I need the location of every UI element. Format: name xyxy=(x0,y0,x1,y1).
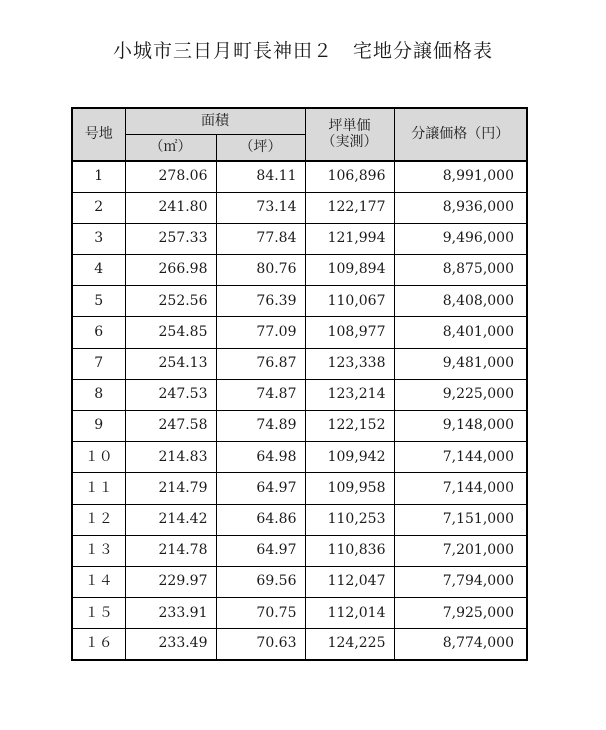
table-row xyxy=(72,192,527,223)
header-area: 面積 xyxy=(125,108,305,135)
sale-price-cell: 8,401,000 xyxy=(394,317,527,348)
lot-number-cell: 5 xyxy=(72,286,125,317)
sale-price-cell: 8,774,000 xyxy=(394,629,527,660)
lot-number-cell: １４ xyxy=(72,566,125,597)
unit-price-cell: 112,047 xyxy=(305,566,394,597)
area-sqm-cell: 254.13 xyxy=(125,348,216,379)
area-sqm-cell: 214.83 xyxy=(125,442,216,473)
price-table xyxy=(71,107,528,661)
sale-price-cell: 7,151,000 xyxy=(394,504,527,535)
table-row xyxy=(72,317,527,348)
page-title: 小城市三日月町長神田２ 宅地分譲価格表 xyxy=(112,40,493,62)
table-row xyxy=(72,379,527,410)
area-tsubo-cell: 70.63 xyxy=(216,629,305,660)
sale-price-cell: 8,875,000 xyxy=(394,255,527,286)
sale-price-cell: 7,201,000 xyxy=(394,535,527,566)
sale-price-cell: 7,794,000 xyxy=(394,566,527,597)
lot-number-cell: 2 xyxy=(72,192,125,223)
area-sqm-cell: 247.53 xyxy=(125,379,216,410)
lot-number-cell: １０ xyxy=(72,442,125,473)
sale-price-cell: 8,991,000 xyxy=(394,161,527,192)
table-row xyxy=(72,535,527,566)
lot-number-cell: 8 xyxy=(72,379,125,410)
sale-price-cell: 9,496,000 xyxy=(394,223,527,254)
area-sqm-cell: 252.56 xyxy=(125,286,216,317)
area-tsubo-cell: 74.87 xyxy=(216,379,305,410)
lot-number-cell: 4 xyxy=(72,255,125,286)
table-row xyxy=(72,442,527,473)
header-unit-price-line2: （実測） xyxy=(321,133,378,150)
header-lot: 号地 xyxy=(72,108,125,161)
area-tsubo-cell: 64.98 xyxy=(216,442,305,473)
area-tsubo-cell: 64.97 xyxy=(216,535,305,566)
sale-price-cell: 7,144,000 xyxy=(394,442,527,473)
table-row xyxy=(72,255,527,286)
unit-price-cell: 110,836 xyxy=(305,535,394,566)
lot-number-cell: １１ xyxy=(72,473,125,504)
area-sqm-cell: 233.91 xyxy=(125,598,216,629)
sale-price-cell: 8,408,000 xyxy=(394,286,527,317)
unit-price-cell: 123,214 xyxy=(305,379,394,410)
unit-price-cell: 123,338 xyxy=(305,348,394,379)
area-tsubo-cell: 77.09 xyxy=(216,317,305,348)
lot-number-cell: 1 xyxy=(72,161,125,192)
area-tsubo-cell: 80.76 xyxy=(216,255,305,286)
area-tsubo-cell: 64.97 xyxy=(216,473,305,504)
sale-price-cell: 9,481,000 xyxy=(394,348,527,379)
area-sqm-cell: 233.49 xyxy=(125,629,216,660)
lot-number-cell: １５ xyxy=(72,598,125,629)
table-row xyxy=(72,348,527,379)
unit-price-cell: 124,225 xyxy=(305,629,394,660)
header-unit-price xyxy=(305,108,394,161)
area-tsubo-cell: 77.84 xyxy=(216,223,305,254)
area-sqm-cell: 278.06 xyxy=(125,161,216,192)
lot-number-cell: １３ xyxy=(72,535,125,566)
header-unit-price-line1: 坪単価 xyxy=(328,118,371,135)
table-row xyxy=(72,286,527,317)
unit-price-cell: 109,894 xyxy=(305,255,394,286)
area-tsubo-cell: 73.14 xyxy=(216,192,305,223)
area-sqm-cell: 241.80 xyxy=(125,192,216,223)
lot-number-cell: １２ xyxy=(72,504,125,535)
unit-price-cell: 122,177 xyxy=(305,192,394,223)
table-row xyxy=(72,504,527,535)
unit-price-cell: 121,994 xyxy=(305,223,394,254)
sale-price-cell: 7,144,000 xyxy=(394,473,527,504)
unit-price-cell: 110,067 xyxy=(305,286,394,317)
table-row xyxy=(72,223,527,254)
table-header xyxy=(72,108,527,161)
area-sqm-cell: 229.97 xyxy=(125,566,216,597)
header-area-sqm: （㎡） xyxy=(125,135,216,162)
lot-number-cell: １６ xyxy=(72,629,125,660)
unit-price-cell: 106,896 xyxy=(305,161,394,192)
sale-price-cell: 9,148,000 xyxy=(394,411,527,442)
sale-price-cell: 7,925,000 xyxy=(394,598,527,629)
area-tsubo-cell: 74.89 xyxy=(216,411,305,442)
table-row xyxy=(72,629,527,660)
unit-price-cell: 122,152 xyxy=(305,411,394,442)
area-sqm-cell: 247.58 xyxy=(125,411,216,442)
lot-number-cell: 6 xyxy=(72,317,125,348)
table-row xyxy=(72,598,527,629)
lot-number-cell: 7 xyxy=(72,348,125,379)
area-sqm-cell: 257.33 xyxy=(125,223,216,254)
lot-number-cell: 9 xyxy=(72,411,125,442)
area-sqm-cell: 266.98 xyxy=(125,255,216,286)
unit-price-cell: 112,014 xyxy=(305,598,394,629)
unit-price-cell: 108,977 xyxy=(305,317,394,348)
table-row xyxy=(72,411,527,442)
unit-price-cell: 109,942 xyxy=(305,442,394,473)
sale-price-cell: 8,936,000 xyxy=(394,192,527,223)
area-tsubo-cell: 84.11 xyxy=(216,161,305,192)
area-sqm-cell: 214.42 xyxy=(125,504,216,535)
area-sqm-cell: 214.78 xyxy=(125,535,216,566)
table-body xyxy=(72,161,527,660)
table-row xyxy=(72,161,527,192)
lot-number-cell: 3 xyxy=(72,223,125,254)
unit-price-cell: 109,958 xyxy=(305,473,394,504)
area-tsubo-cell: 76.39 xyxy=(216,286,305,317)
table-row xyxy=(72,566,527,597)
area-sqm-cell: 254.85 xyxy=(125,317,216,348)
table-row xyxy=(72,473,527,504)
area-tsubo-cell: 64.86 xyxy=(216,504,305,535)
area-sqm-cell: 214.79 xyxy=(125,473,216,504)
area-tsubo-cell: 70.75 xyxy=(216,598,305,629)
header-sale-price: 分譲価格（円） xyxy=(394,108,527,161)
area-tsubo-cell: 69.56 xyxy=(216,566,305,597)
unit-price-cell: 110,253 xyxy=(305,504,394,535)
area-tsubo-cell: 76.87 xyxy=(216,348,305,379)
header-area-tsubo: （坪） xyxy=(216,135,305,162)
sale-price-cell: 9,225,000 xyxy=(394,379,527,410)
